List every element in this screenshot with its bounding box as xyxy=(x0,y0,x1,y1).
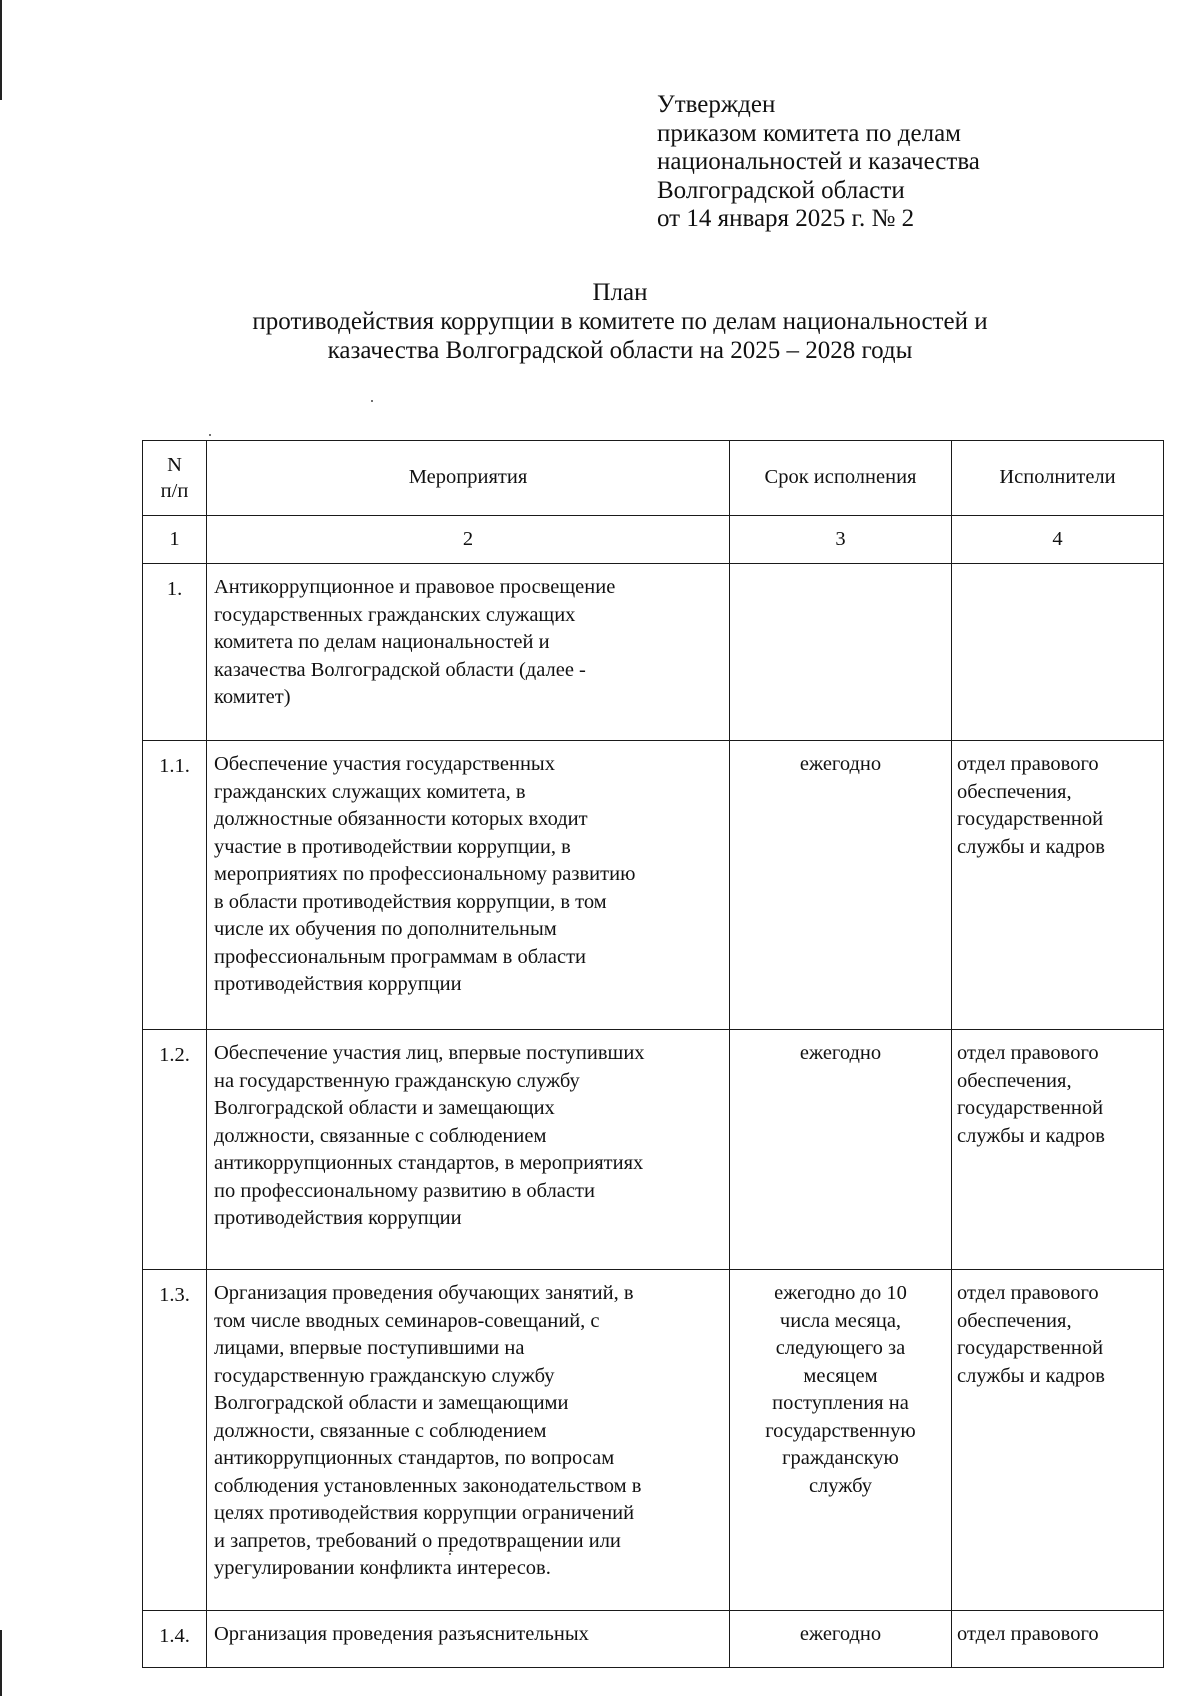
column-number: 3 xyxy=(730,516,952,564)
document-title xyxy=(150,278,1090,365)
row-executors: отдел правового обеспечения, государственной службы и кадров xyxy=(952,741,1164,1030)
title-subtitle-line: казачества Волгоградской области на 2025 – 2028 годы xyxy=(327,337,913,364)
scan-edge-mark-bottom xyxy=(0,1630,2,1696)
row-number: 1.4. xyxy=(143,1611,207,1668)
row-executors: отдел правового обеспечения, государственной службы и кадров xyxy=(952,1030,1164,1270)
approval-line: национальностей и казачества xyxy=(657,148,980,175)
row-number: 1.2. xyxy=(143,1030,207,1270)
table-row xyxy=(143,741,1164,1030)
approval-line: Волгоградской области xyxy=(657,176,905,204)
plan-table xyxy=(142,440,1164,1668)
row-activity: Обеспечение участия государственных гражданских служащих комитета, в должностные обязанности которых входит участие в противодействии коррупции, в мероприятиях по профессиональному развитию в области противодействия коррупции, в том числе их обучения по дополнительным профессиональным программам в области противодействия коррупции xyxy=(207,741,730,1030)
row-executors xyxy=(952,564,1164,741)
column-number: 4 xyxy=(952,516,1164,564)
row-term: ежегодно xyxy=(730,1611,952,1668)
table-header-row xyxy=(143,441,1164,516)
header-activities: Мероприятия xyxy=(207,441,730,516)
table-row xyxy=(143,1030,1164,1270)
row-term xyxy=(730,564,952,741)
row-executors: отдел правового xyxy=(952,1611,1164,1668)
row-term: ежегодно xyxy=(730,741,952,1030)
row-number: 1.3. xyxy=(143,1270,207,1611)
table-row xyxy=(143,1611,1164,1668)
approval-line: от 14 января 2025 г. № 2 xyxy=(657,205,915,232)
row-term: ежегодно до 10 числа месяца, следующего за месяцем поступления на государственную гражданскую службу xyxy=(730,1270,952,1611)
column-number: 1 xyxy=(143,516,207,564)
row-activity: Организация проведения обучающих занятий, в том числе вводных семинаров-совещаний, с лицами, впервые поступившими на государственную гражданскую службу Волгоградской области и замещающими должности, связанные с соблюдением антикоррупционных стандартов, по вопросам соблюдения установленных законодательством в целях противодействия коррупции ограничений и запретов, требований о предотвращении или урегулировании конфликта интересов. xyxy=(207,1270,730,1611)
table-row xyxy=(143,1270,1164,1611)
header-term: Срок исполнения xyxy=(730,441,952,516)
approval-line: приказом комитета по делам xyxy=(657,119,961,147)
scan-speck xyxy=(209,434,211,436)
approval-block xyxy=(657,91,980,234)
row-number: 1.1. xyxy=(143,741,207,1030)
scan-edge-mark-top xyxy=(0,0,2,100)
scan-speck xyxy=(371,400,373,402)
header-executors: Исполнители xyxy=(952,441,1164,516)
title-subtitle-line: противодействия коррупции в комитете по делам национальностей и xyxy=(252,308,988,335)
row-activity: Организация проведения разъяснительных xyxy=(207,1611,730,1668)
row-number: 1. xyxy=(143,564,207,741)
row-activity: Антикоррупционное и правовое просвещение государственных гражданских служащих комитета по делам национальностей и казачества Волгоградской области (далее - комитет) xyxy=(207,564,730,741)
column-number: 2 xyxy=(207,516,730,564)
column-number-row xyxy=(143,516,1164,564)
table-row xyxy=(143,564,1164,741)
row-term: ежегодно xyxy=(730,1030,952,1270)
row-executors: отдел правового обеспечения, государственной службы и кадров xyxy=(952,1270,1164,1611)
row-activity: Обеспечение участия лиц, впервые поступивших на государственную гражданскую службу Волгоградской области и замещающих должности, связанные с соблюдением антикоррупционных стандартов, в мероприятиях по профессиональному развитию в области противодействия коррупции xyxy=(207,1030,730,1270)
approval-line: Утвержден xyxy=(657,91,776,118)
header-num: N п/п xyxy=(143,441,207,516)
title-heading: План xyxy=(592,279,648,306)
